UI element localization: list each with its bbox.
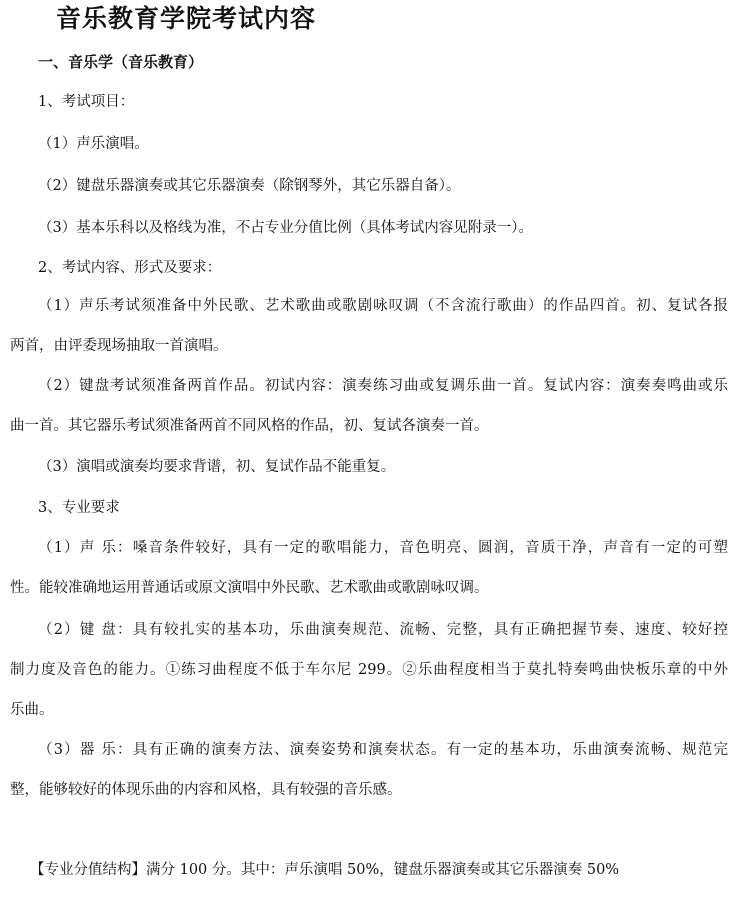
page-title: 音乐教育学院考试内容 <box>56 4 317 33</box>
item3-paragraph-3-line-1: （3）器 乐：具有正确的演奏方法、演奏姿势和演奏状态。有一定的基本功，乐曲演奏流畅、规范完 <box>38 742 728 758</box>
score-structure: 【专业分值结构】满分 100 分。其中：声乐演唱 50%，键盘乐器演奏或其它乐器演奏 50% <box>30 862 620 878</box>
item1-paragraph-3: （3）基本乐科以及格线为准，不占专业分值比例（具体考试内容见附录一）。 <box>38 220 533 236</box>
item1-paragraph-2: （2）键盘乐器演奏或其它乐器演奏（除钢琴外，其它乐器自备）。 <box>38 178 461 194</box>
item2-heading: 2、考试内容、形式及要求： <box>38 260 222 276</box>
item3-paragraph-2-line-2: 制力度及音色的能力。①练习曲程度不低于车尔尼 299。②乐曲程度相当于莫扎特奏鸣曲快板乐章的中外 <box>10 662 728 678</box>
item1-paragraph-1: （1）声乐演唱。 <box>38 136 149 152</box>
item1-heading: 1、考试项目： <box>38 94 135 110</box>
item3-paragraph-1-line-2: 性。能较准确地运用普通话或原文演唱中外民歌、艺术歌曲或歌剧咏叹调。 <box>10 580 489 596</box>
item3-heading: 3、专业要求 <box>38 500 120 516</box>
item2-paragraph-1-line-1: （1）声乐考试须准备中外民歌、艺术歌曲或歌剧咏叹调（不含流行歌曲）的作品四首。初、复试各报 <box>38 298 728 314</box>
item3-paragraph-3-line-2: 整，能够较好的体现乐曲的内容和风格，具有较强的音乐感。 <box>10 782 402 798</box>
section-heading: 一、音乐学（音乐教育） <box>38 53 204 71</box>
item2-paragraph-3: （3）演唱或演奏均要求背谱，初、复试作品不能重复。 <box>38 459 396 475</box>
item3-paragraph-2-line-3: 乐曲。 <box>10 702 54 718</box>
item2-paragraph-2-line-1: （2）键盘考试须准备两首作品。初试内容：演奏练习曲或复调乐曲一首。复试内容：演奏奏鸣曲或乐 <box>38 378 728 394</box>
item2-paragraph-1-line-2: 两首，由评委现场抽取一首演唱。 <box>10 338 228 354</box>
item3-paragraph-2-line-1: （2）键 盘：具有较扎实的基本功，乐曲演奏规范、流畅、完整，具有正确把握节奏、速度、较好控 <box>38 622 728 638</box>
item2-paragraph-2-line-2: 曲一首。其它器乐考试须准备两首不同风格的作品，初、复试各演奏一首。 <box>10 418 489 434</box>
item3-paragraph-1-line-1: （1）声 乐：嗓音条件较好，具有一定的歌唱能力，音色明亮、圆润，音质干净，声音有一定的可塑 <box>38 540 728 556</box>
